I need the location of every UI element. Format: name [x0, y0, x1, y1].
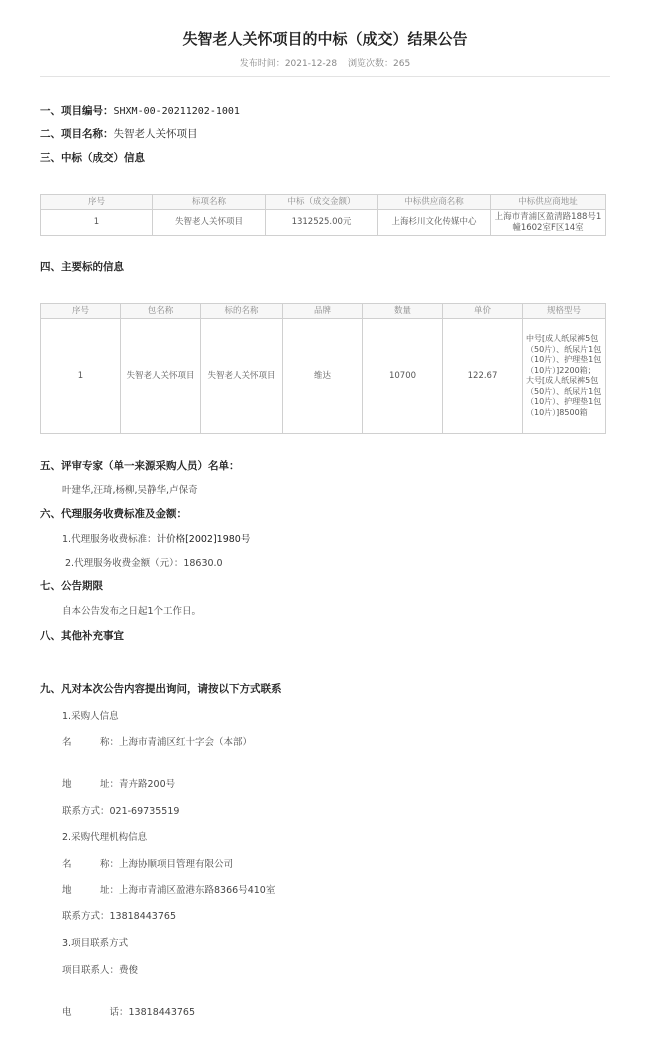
table-cell: 失智老人关怀项目	[201, 319, 283, 434]
project-contact-title: 3.项目联系方式	[62, 938, 129, 949]
publish-date: 发布时间：2021-12-28	[239, 59, 338, 69]
col-header: 单价	[443, 304, 523, 319]
col-header: 中标供应商名称	[378, 195, 491, 210]
table-cell: 1	[41, 319, 121, 434]
col-header: 标项名称	[153, 195, 266, 210]
items-table	[40, 303, 606, 434]
agent-address: 地 址：上海市青浦区盈港东路8366号410室	[62, 885, 276, 896]
agent-info-title: 2.采购代理机构信息	[62, 832, 148, 843]
table-header-row	[41, 304, 606, 319]
buyer-info-title: 1.采购人信息	[62, 711, 119, 722]
project-name-value: 失智老人关怀项目	[113, 128, 198, 140]
project-contact-person: 项目联系人：费俊	[62, 965, 139, 976]
section-award-info: 三、中标（成交）信息	[40, 152, 145, 164]
fee-standard: 1.代理服务收费标准：计价格[2002]1980号	[62, 534, 251, 545]
section-experts: 五、评审专家（单一来源采购人员）名单：	[40, 460, 240, 472]
table-cell: 1	[41, 210, 153, 236]
buyer-address: 地 址：青卉路200号	[62, 779, 176, 790]
meta-line	[0, 56, 650, 69]
table-cell: 上海杉川文化传媒中心	[378, 210, 491, 236]
section-other-matters: 八、其他补充事宜	[40, 630, 124, 642]
col-header: 品牌	[283, 304, 363, 319]
table-cell: 1312525.00元	[266, 210, 378, 236]
section-notice-period: 七、公告期限	[40, 580, 103, 592]
project-number-value: SHXM-00-20211202-1001	[113, 106, 240, 117]
col-header: 中标（成交金额）	[266, 195, 378, 210]
col-header: 序号	[41, 304, 121, 319]
award-table	[40, 194, 606, 236]
table-cell: 10700	[363, 319, 443, 434]
col-header: 标的名称	[201, 304, 283, 319]
spec-cell: 中号[成人纸尿裤5包（50片）、纸尿片1包（10片）、护理垫1包（10片）]2200箱；大号[成人纸尿裤5包（50片）、纸尿片1包（10片）、护理垫1包（10片）]8500箱	[523, 319, 606, 434]
buyer-contact: 联系方式：021-69735519	[62, 806, 180, 817]
section-project-name: 二、项目名称：失智老人关怀项目	[40, 128, 198, 140]
section-agency-fee: 六、代理服务收费标准及金额：	[40, 508, 187, 520]
project-contact-phone: 电 话：13818443765	[62, 1007, 196, 1018]
col-header: 序号	[41, 195, 153, 210]
col-header: 规格型号	[523, 304, 606, 319]
experts-list: 叶建华,汪琦,杨柳,吴静华,卢保奇	[62, 485, 198, 496]
table-cell: 失智老人关怀项目	[121, 319, 201, 434]
agent-contact: 联系方式：13818443765	[62, 911, 176, 922]
table-cell: 维达	[283, 319, 363, 434]
view-count: 浏览次数：265	[348, 59, 411, 69]
divider	[40, 76, 610, 77]
section-project-number: 一、项目编号：SHXM-00-20211202-1001	[40, 105, 240, 117]
col-header: 中标供应商地址	[491, 195, 606, 210]
table-row	[41, 319, 606, 434]
fee-amount: 2.代理服务收费金额（元）：18630.0	[65, 558, 223, 569]
agent-name: 名 称：上海协顺项目管理有限公司	[62, 859, 234, 870]
table-header-row	[41, 195, 606, 210]
section-main-items: 四、主要标的信息	[40, 261, 124, 273]
col-header: 包名称	[121, 304, 201, 319]
notice-period-text: 自本公告发布之日起1个工作日。	[62, 606, 202, 617]
buyer-name: 名 称：上海市青浦区红十字会（本部）	[62, 737, 253, 748]
section-contact: 九、凡对本次公告内容提出询问，请按以下方式联系	[40, 683, 282, 695]
table-cell: 122.67	[443, 319, 523, 434]
table-row	[41, 210, 606, 236]
table-cell: 失智老人关怀项目	[153, 210, 266, 236]
page-title: 失智老人关怀项目的中标（成交）结果公告	[182, 30, 468, 48]
table-cell: 上海市青浦区盈清路188号1幢1602室F区14室	[491, 210, 606, 236]
col-header: 数量	[363, 304, 443, 319]
